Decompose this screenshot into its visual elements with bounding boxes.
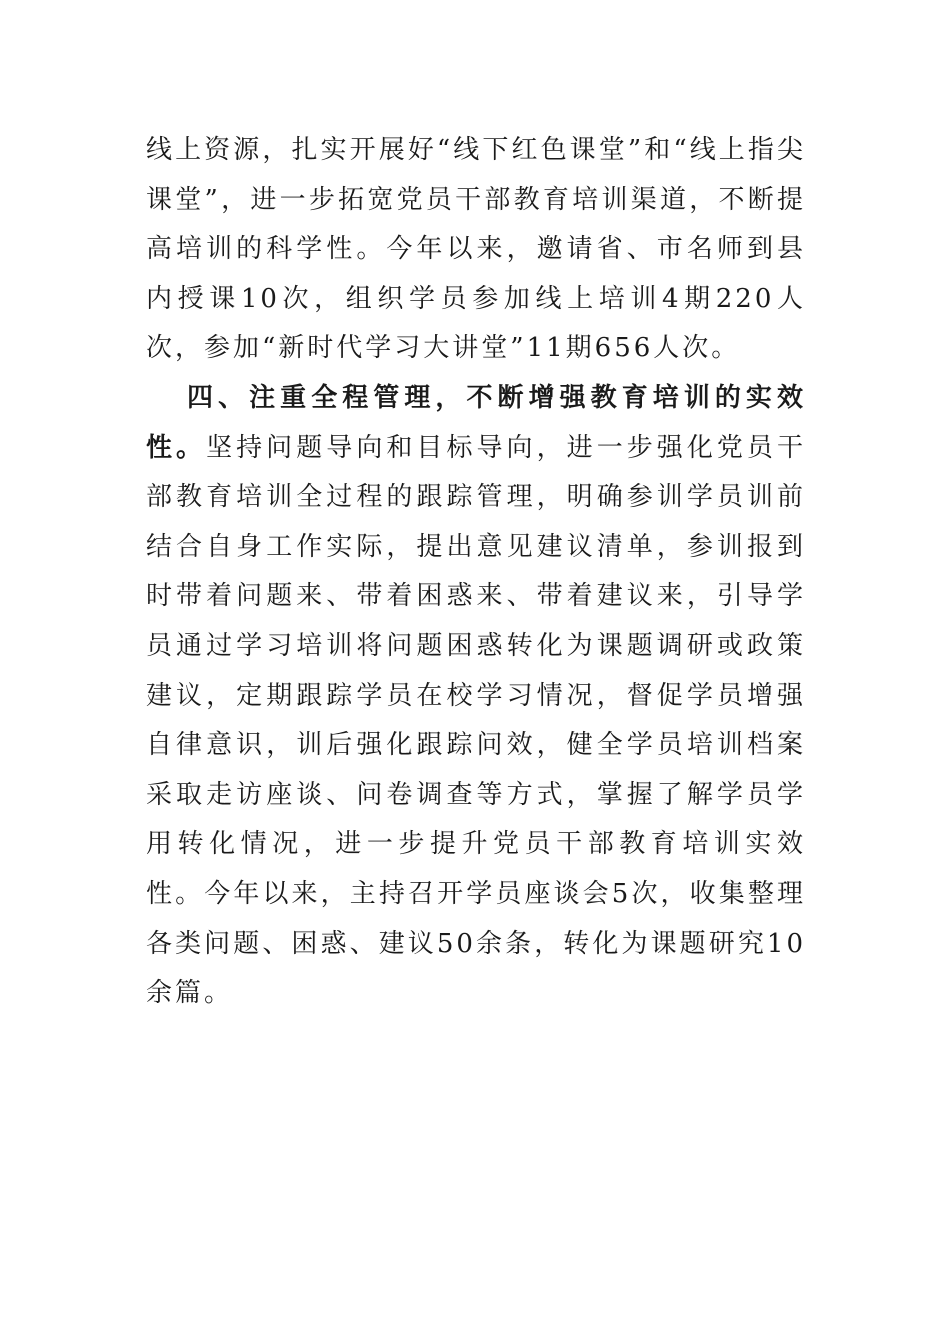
paragraph-2 (146, 374, 806, 1019)
paragraph-1 (146, 126, 806, 374)
paragraph-1-text: 线上资源，扎实开展好“线下红色课堂”和“线上指尖课堂”，进一步拓宽党员干部教育培训渠道，不断提高培训的科学性。今年以来，邀请省、市名师到县内授课10次，组织学员参加线上培训4期220人次，参加“新时代学习大讲堂”11期656人次。 (146, 135, 806, 364)
paragraph-2-text: 坚持问题导向和目标导向，进一步强化党员干部教育培训全过程的跟踪管理，明确参训学员训前结合自身工作实际，提出意见建议清单，参训报到时带着问题来、带着困惑来、带着建议来，引导学员通过学习培训将问题困惑转化为课题调研或政策建议，定期跟踪学员在校学习情况，督促学员增强自律意识，训后强化跟踪问效，健全学员培训档案采取走访座谈、问卷调查等方式，掌握了解学员学用转化情况，进一步提升党员干部教育培训实效性。今年以来，主持召开学员座谈会5次，收集整理各类问题、困惑、建议50余条，转化为课题研究10余篇。 (146, 432, 806, 1009)
document-body (146, 126, 806, 1019)
section-heading: 四、注重全程管理，不断增强教育培训的实效性。 (146, 382, 806, 463)
